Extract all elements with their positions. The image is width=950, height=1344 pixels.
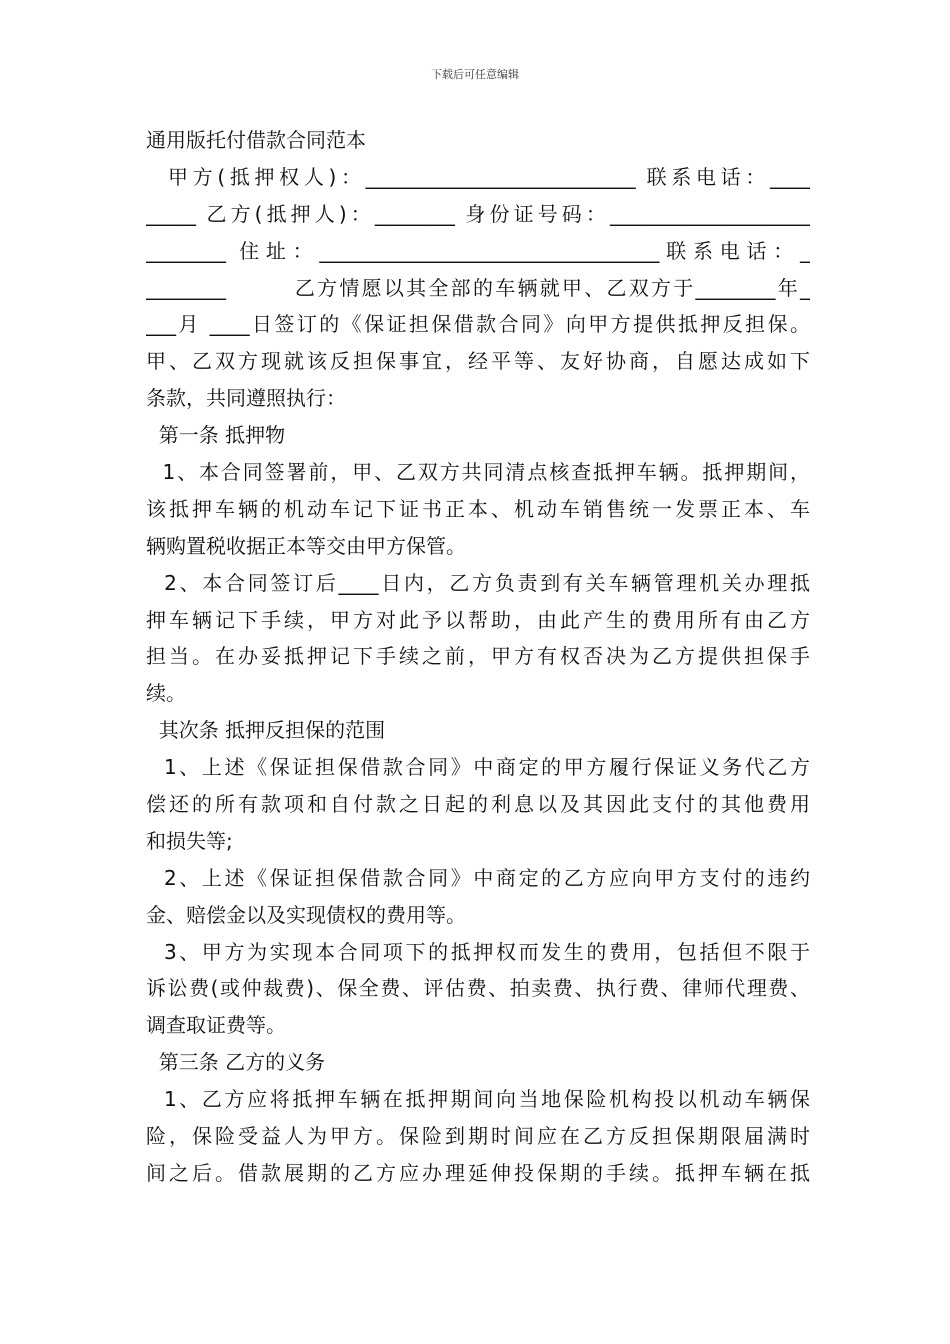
document-line: 1、上述《保证担保借款合同》中商定的甲方履行保证义务代乙方 xyxy=(146,755,810,780)
document-line: _____ 乙方(抵押人)：________ 身份证号码：____________________ xyxy=(146,201,810,226)
document-line: 甲、乙双方现就该反担保事宜，经平等、友好协商，自愿达成如下 xyxy=(146,349,810,374)
document-line: 调查取证费等。 xyxy=(146,1013,286,1038)
document-line: 通用版托付借款合同范本 xyxy=(146,128,366,152)
document-line: 金、赔偿金以及实现债权的费用等。 xyxy=(146,902,466,927)
document-line: 押车辆记下手续，甲方对此予以帮助，由此产生的费用所有由乙方 xyxy=(146,607,810,632)
document-line: 间之后。借款展期的乙方应办理延伸投保期的手续。抵押车辆在抵 xyxy=(146,1160,810,1185)
document-line: 第一条 抵押物 xyxy=(146,423,286,448)
document-line: 续。 xyxy=(146,681,186,706)
document-line: 条款，共同遵照执行： xyxy=(146,386,346,411)
document-line: 诉讼费(或仲裁费)、保全费、评估费、拍卖费、执行费、律师代理费、 xyxy=(146,976,810,1001)
document-line: ________ 住址：__________________________________联系电话：_ xyxy=(146,238,810,263)
document-line: 甲方(抵押权人)：___________________________ 联系电话：____ xyxy=(146,164,810,189)
document-line: ________ 乙方情愿以其全部的车辆就甲、乙双方于________年_ xyxy=(146,275,810,300)
document-line: ___月 ____日签订的《保证担保借款合同》向甲方提供抵押反担保。 xyxy=(146,312,810,337)
document-line: 第三条 乙方的义务 xyxy=(146,1050,326,1075)
document-line: 1、本合同签署前，甲、乙双方共同清点核查抵押车辆。抵押期间， xyxy=(146,460,810,485)
document-line: 3、甲方为实现本合同项下的抵押权而发生的费用，包括但不限于 xyxy=(146,939,810,964)
document-line: 1、乙方应将抵押车辆在抵押期间向当地保险机构投以机动车辆保 xyxy=(146,1087,810,1112)
header-note: 下载后可任意编辑 xyxy=(431,68,519,81)
document-line: 2、本合同签订后____日内，乙方负责到有关车辆管理机关办理抵 xyxy=(146,570,810,595)
document-line: 担当。在办妥抵押记下手续之前，甲方有权否决为乙方提供担保手 xyxy=(146,644,810,669)
document-line: 偿还的所有款项和自付款之日起的利息以及其因此支付的其他费用 xyxy=(146,792,810,817)
document-line: 辆购置税收据正本等交由甲方保管。 xyxy=(146,533,466,558)
document-line: 其次条 抵押反担保的范围 xyxy=(146,718,386,743)
document-body xyxy=(146,122,810,1192)
document-line: 险，保险受益人为甲方。保险到期时间应在乙方反担保期限届满时 xyxy=(146,1124,810,1149)
document-line: 和损失等; xyxy=(146,828,233,853)
document-line: 该抵押车辆的机动车记下证书正本、机动车销售统一发票正本、车 xyxy=(146,496,810,521)
document-line: 2、上述《保证担保借款合同》中商定的乙方应向甲方支付的违约 xyxy=(146,865,810,890)
